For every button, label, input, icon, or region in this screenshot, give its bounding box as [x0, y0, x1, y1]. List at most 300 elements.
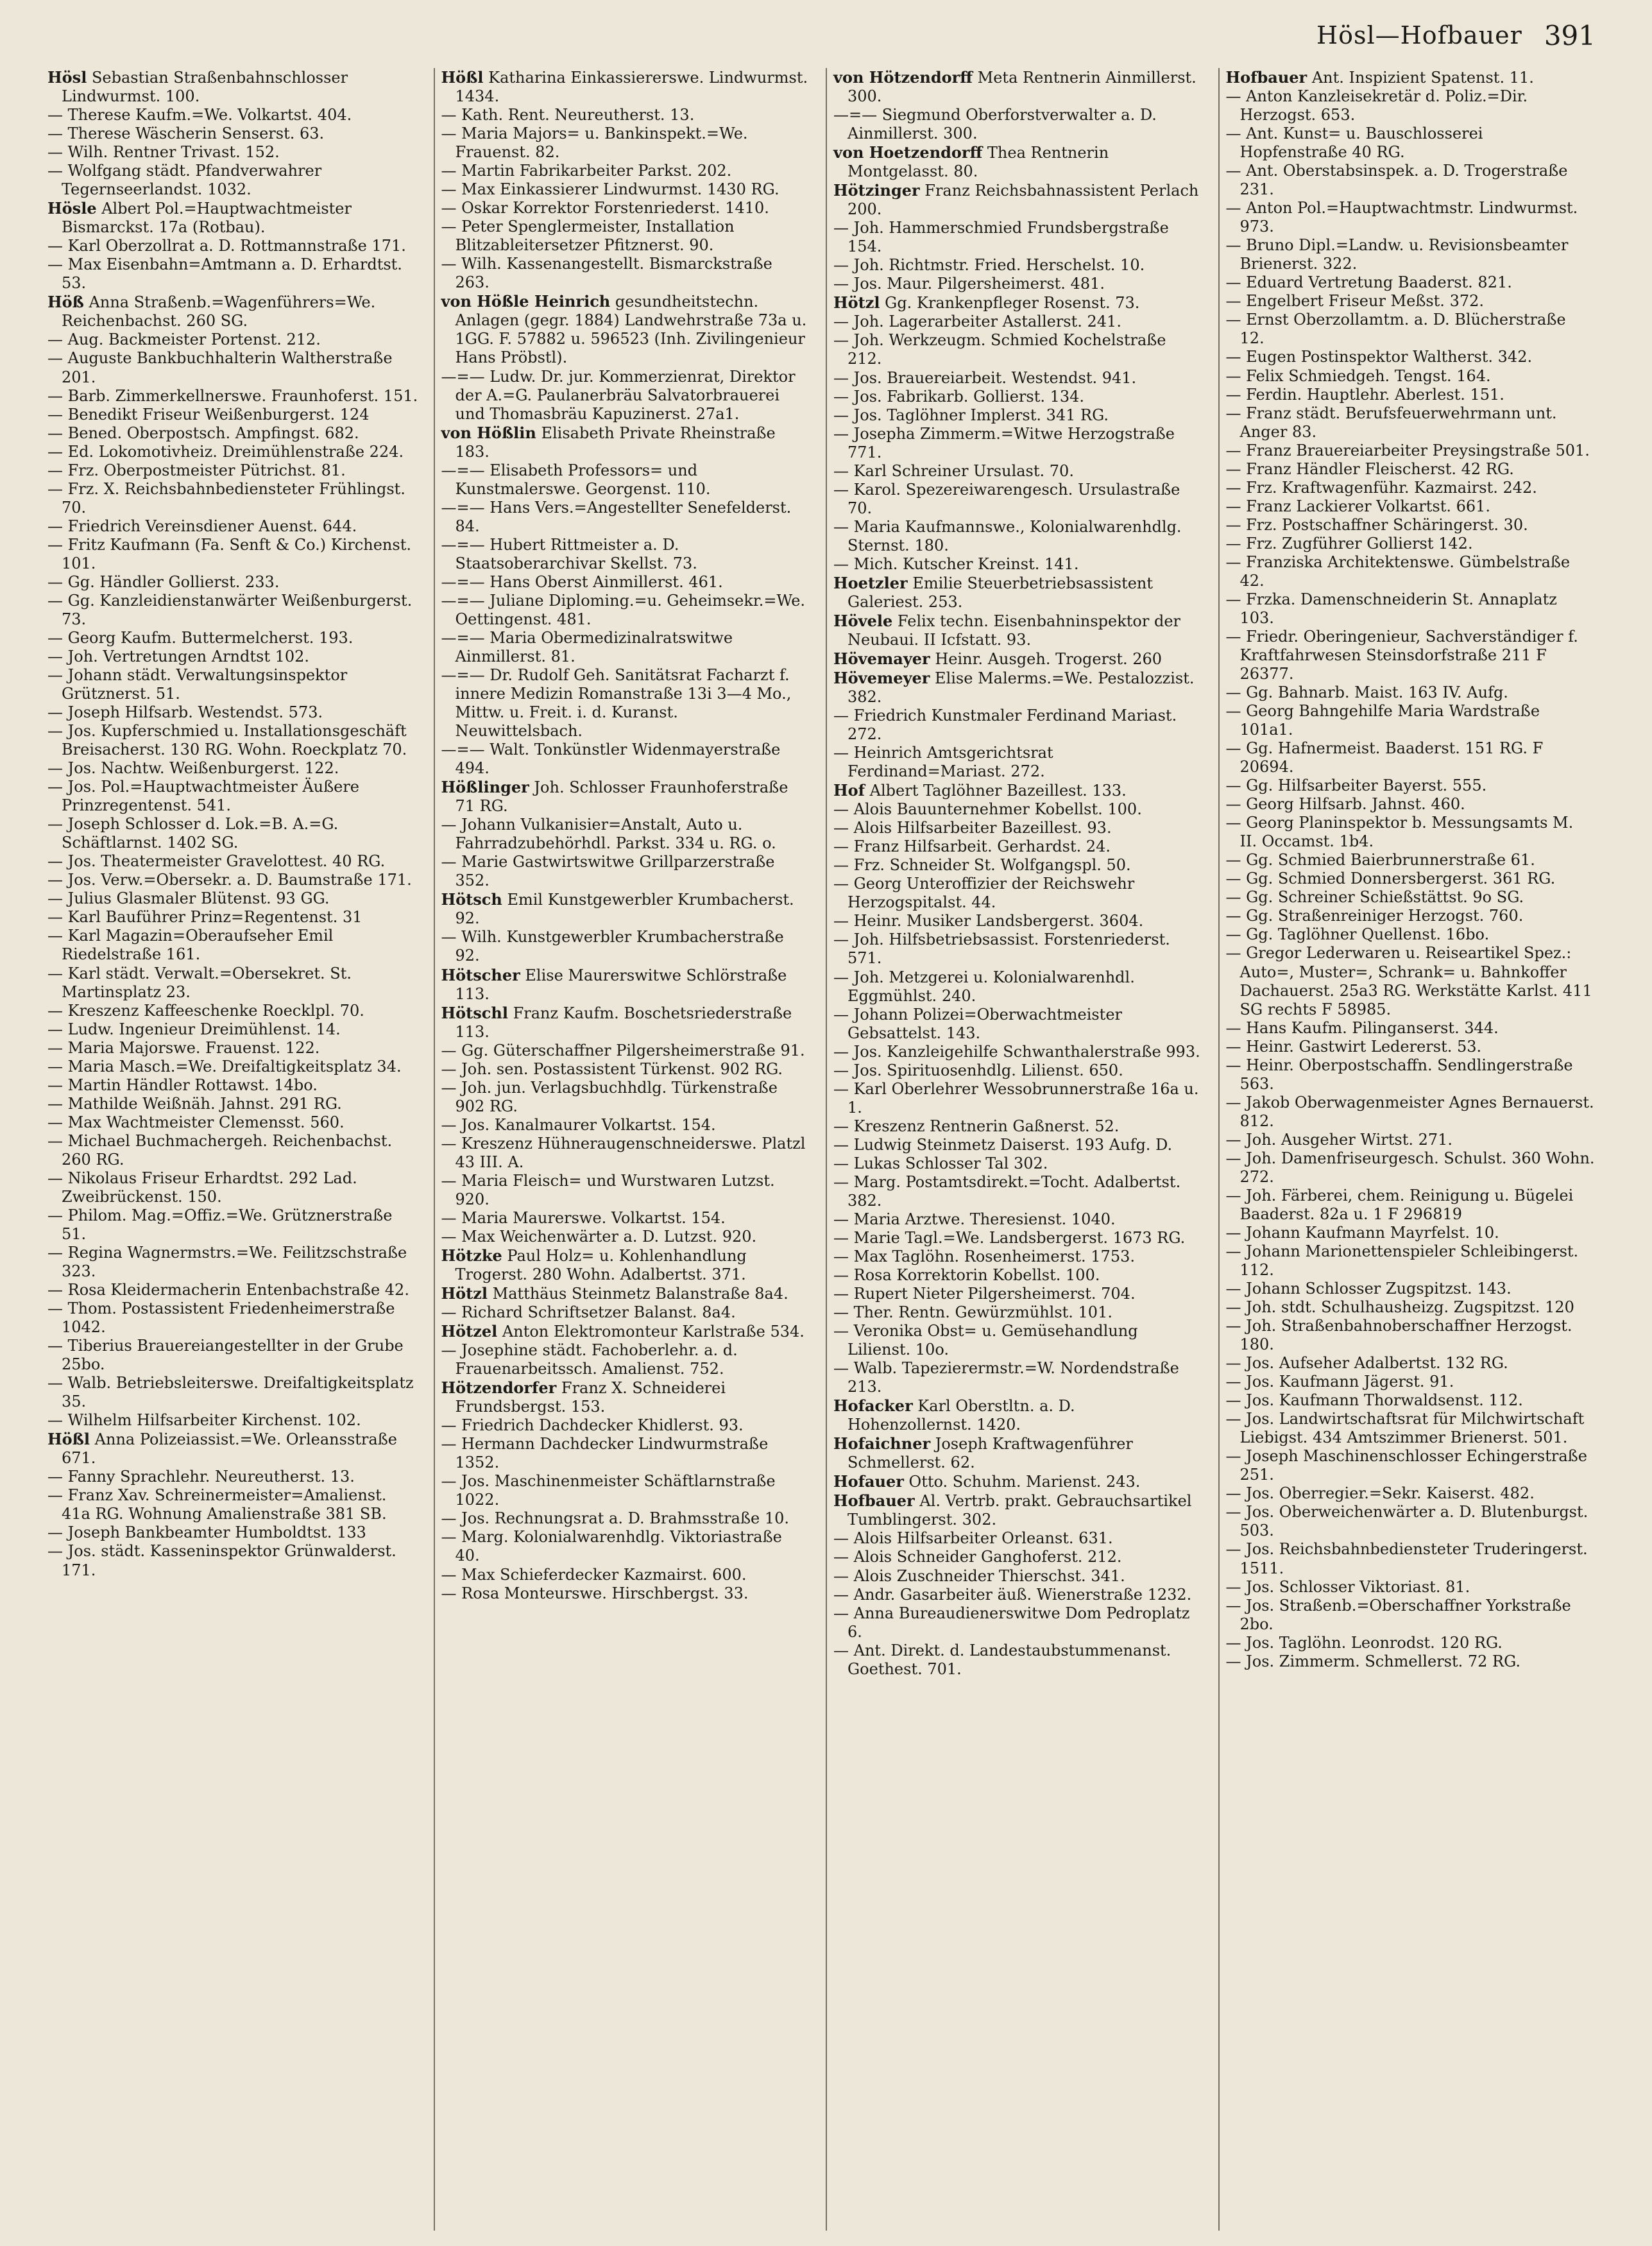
directory-entry [1226, 814, 1596, 851]
entry-surname: Hövemeyer [833, 669, 930, 687]
directory-entry [47, 1206, 418, 1244]
entry-text: — Anton Pol.=Hauptwachtmstr. Lindwurmst. 973. [1225, 199, 1578, 236]
directory-entry [1226, 1578, 1596, 1597]
entry-text: Franz Kaufm. Boschetsriederstraße 113. [455, 1004, 792, 1041]
entry-text: — Martin Händler Rottawst. 14bo. [47, 1076, 318, 1094]
directory-entry [1226, 479, 1596, 497]
directory-entry [47, 143, 418, 162]
entry-text: — Jos. Nachtw. Weißenburgerst. 122. [47, 759, 339, 778]
entry-text: — Joseph Bankbeamter Humboldtst. 133 [47, 1523, 366, 1542]
directory-entry [441, 1042, 811, 1060]
entry-text: — Therese Kaufm.=We. Volkartst. 404. [47, 106, 352, 124]
directory-entry [47, 293, 418, 330]
entry-text: — Marie Gastwirtswitwe Grillparzerstraße 352. [441, 853, 775, 890]
directory-entry [441, 1566, 811, 1584]
entry-text: — Ant. Direkt. d. Landestaubstummenanst. Goethest. 701. [833, 1641, 1171, 1678]
directory-entry [833, 106, 1203, 143]
directory-entry [47, 722, 418, 759]
entry-text: — Georg Kaufm. Buttermelcherst. 193. [47, 628, 353, 647]
entry-text: — Jos. Oberweichenwärter a. D. Blutenburgst. 503. [1225, 1503, 1588, 1540]
entry-text: — Rosa Kleidermacherin Entenbachstraße 42. [47, 1281, 409, 1299]
entry-text: — Karl Oberlehrer Wessobrunnerstraße 16a u. 1. [833, 1079, 1199, 1117]
directory-entry [47, 1076, 418, 1095]
directory-entry [47, 330, 418, 349]
directory-entry [1226, 1391, 1596, 1410]
entry-text: — Friedrich Kunstmaler Ferdinand Mariast. 272. [833, 707, 1177, 744]
directory-entry [1226, 1019, 1596, 1038]
directory-entry [1226, 795, 1596, 814]
directory-entry [47, 1374, 418, 1411]
entry-text: — Jos. Zimmerm. Schmellerst. 72 RG. [1225, 1652, 1521, 1670]
entry-text: — Alois Zuschneider Thierschst. 341. [833, 1566, 1125, 1585]
directory-entry [441, 1284, 811, 1303]
directory-entry [47, 647, 418, 666]
directory-entry [441, 180, 811, 199]
directory-entry [1226, 1224, 1596, 1242]
directory-entry [441, 68, 811, 106]
entry-text: — Georg Hilfsarb. Jahnst. 460. [1225, 795, 1465, 814]
directory-entry [833, 1604, 1203, 1642]
entry-text: — Gg. Schmied Baierbrunnerstraße 61. [1225, 851, 1535, 870]
directory-entry [47, 1486, 418, 1523]
directory-entry [441, 162, 811, 180]
directory-entry [441, 778, 811, 816]
entry-text: Otto. Schuhm. Marienst. 243. [903, 1473, 1141, 1491]
directory-entry [441, 928, 811, 965]
directory-entry [833, 1229, 1203, 1247]
directory-entry [47, 106, 418, 124]
directory-entry [1226, 1149, 1596, 1187]
directory-entry [441, 1472, 811, 1509]
entry-text: — Walb. Betriebsleiterswe. Dreifaltigkeitsplatz 35. [47, 1374, 414, 1411]
directory-entry [833, 425, 1203, 462]
entry-text: — Jos. Taglöhner Implerst. 341 RG. [833, 406, 1109, 424]
directory-entry [1226, 1503, 1596, 1540]
entry-text: — Jakob Oberwagenmeister Agnes Bernauerst. 812. [1225, 1093, 1594, 1130]
entry-text: — Georg Planinspektor b. Messungsamts M. II. Occamst. 1b4. [1225, 814, 1574, 851]
directory-entry [833, 1117, 1203, 1136]
directory-entry [1226, 907, 1596, 925]
directory-entry [47, 1169, 418, 1206]
entry-text: — Frz. Postschaffner Schäringerst. 30. [1225, 515, 1528, 534]
entry-text: — Franz Brauereiarbeiter Preysingstraße 501. [1225, 441, 1590, 459]
entry-surname: Hötschl [441, 1003, 508, 1022]
entry-text: — Tiberius Brauereiangestellter in der Grube 25bo. [47, 1337, 404, 1374]
entry-text: — Joh. Hilfsbetriebsassist. Forstenriederst. 571. [833, 930, 1170, 968]
entry-text: — Karl Bauführer Prinz=Regentenst. 31 [47, 908, 362, 927]
entry-text: — Andr. Gasarbeiter äuß. Wienerstraße 1232. [833, 1585, 1192, 1604]
entry-text: gesundheitstechn. Anlagen (gegr. 1884) Landwehrstraße 73a u. 1GG. F. 57882 u. 596523 (Inh. Zivilingenieur Hans Pröbstl). [455, 293, 807, 367]
directory-entry [1226, 497, 1596, 516]
directory-entry [441, 1341, 811, 1378]
directory-entry [833, 462, 1203, 481]
entry-text: — Alois Bauunternehmer Kobellst. 100. [833, 800, 1142, 819]
directory-entry [833, 968, 1203, 1006]
entry-text: Meta Rentnerin Ainmillerst. 300. [847, 69, 1196, 106]
entry-text: — Eduard Vertretung Baaderst. 821. [1225, 273, 1512, 292]
directory-entry [47, 573, 418, 592]
entry-surname: Hof [833, 781, 865, 800]
entry-text: — Maria Majorswe. Frauenst. 122. [47, 1038, 320, 1057]
entry-text: Felix techn. Eisenbahninspektor der Neubaui. II Icfstatt. 93. [847, 612, 1180, 649]
entry-text: — Johann Schlosser Zugspitzst. 143. [1225, 1280, 1511, 1298]
directory-entry [441, 853, 811, 890]
directory-entry [1226, 870, 1596, 888]
directory-entry [833, 1210, 1203, 1229]
entry-text: — Joseph Schlosser d. Lok.=B. A.=G. Schäftlarnst. 1402 SG. [47, 815, 339, 852]
directory-entry [833, 1006, 1203, 1043]
entry-text: — Marg. Kolonialwarenhdlg. Viktoriastraße 40. [441, 1528, 782, 1565]
entry-text: Gg. Krankenpfleger Rosenst. 73. [880, 294, 1140, 313]
entry-text: — Gg. Schreiner Schießstättst. 9o SG. [1225, 888, 1524, 907]
entry-text: — Jos. Verw.=Obersekr. a. D. Baumstraße 171. [47, 871, 412, 889]
entry-text: — Heinr. Musiker Landsbergerst. 3604. [833, 912, 1144, 930]
entry-text: Joh. Schlosser Fraunhoferstraße 71 RG. [455, 778, 788, 816]
entry-text: Matthäus Steinmetz Balanstraße 8a4. [488, 1285, 788, 1303]
entry-text: — Alois Schneider Ganghoferst. 212. [833, 1548, 1122, 1566]
directory-entry [833, 275, 1203, 293]
directory-entry [47, 1299, 418, 1337]
entry-text: —=— Juliane Diploming.=u. Geheimsekr.=We. Oettingenst. 481. [441, 591, 806, 628]
entry-text: — Joh. sen. Postassistent Türkenst. 902 RG. [441, 1059, 783, 1078]
entry-text: — Ant. Kunst= u. Bauschlosserei Hopfenstraße 40 RG. [1225, 124, 1483, 162]
directory-entry [441, 816, 811, 853]
entry-text: — Lukas Schlosser Tal 302. [833, 1154, 1048, 1172]
directory-entry [441, 368, 811, 424]
entry-text: — Joh. jun. Verlagsbuchhdlg. Türkenstraße 902 RG. [441, 1078, 778, 1115]
entry-text: — Karl Magazin=Oberaufseher Emil Riedelstraße 161. [47, 927, 334, 964]
entry-text: — Gg. Güterschaffner Pilgersheimerstraße 91. [441, 1041, 805, 1059]
directory-entry [47, 124, 418, 143]
entry-text: Heinr. Ausgeh. Trogerst. 260 [930, 649, 1162, 668]
entry-surname: Hötzke [441, 1246, 502, 1265]
directory-entry [833, 1359, 1203, 1396]
directory-entry [833, 1434, 1203, 1472]
entry-text: — Joseph Hilfsarb. Westendst. 573. [47, 703, 323, 722]
entry-text: — Joh. Richtmstr. Fried. Herschelst. 10. [833, 256, 1145, 275]
directory-entry [1226, 1373, 1596, 1391]
directory-entry [833, 1285, 1203, 1303]
directory-entry [833, 612, 1203, 649]
entry-text: — Franz Xav. Schreinermeister=Amalienst. 41a RG. Wohnung Amalienstraße 381 SB. [47, 1486, 387, 1523]
directory-entry [47, 68, 418, 106]
entry-text: — Kreszenz Hühneraugenschneiderswe. Platzl 43 III. A. [441, 1134, 806, 1171]
page-header [38, 13, 1596, 58]
directory-entry [833, 68, 1203, 106]
entry-text: — Heinrich Amtsgerichtsrat Ferdinand=Mariast. 272. [833, 744, 1053, 781]
directory-entry [833, 518, 1203, 555]
directory-entry [47, 1411, 418, 1430]
directory-entry [47, 443, 418, 461]
directory-entry [1226, 1131, 1596, 1149]
directory-entry [833, 1303, 1203, 1322]
directory-entry [1226, 1540, 1596, 1577]
entry-text: — Joseph Maschinenschlosser Echingerstraße 251. [1225, 1447, 1587, 1484]
entry-text: — Ther. Rentn. Gewürzmühlst. 101. [833, 1303, 1112, 1322]
entry-text: — Jos. Spirituosenhdlg. Lilienst. 650. [833, 1061, 1123, 1079]
directory-entry [47, 1244, 418, 1281]
entry-surname: Hofbauer [833, 1491, 915, 1511]
directory-entry [1226, 888, 1596, 907]
entry-text: — Joh. Hammerschmied Frundsbergstraße 154. [833, 219, 1169, 256]
directory-entry [441, 1378, 811, 1416]
directory-entry [47, 1542, 418, 1579]
entry-text: — Hermann Dachdecker Lindwurmstraße 1352. [441, 1435, 769, 1472]
directory-entry [441, 1416, 811, 1435]
directory-entry [47, 1281, 418, 1299]
directory-entry [1226, 1298, 1596, 1317]
directory-entry [47, 1095, 418, 1113]
directory-entry [47, 1132, 418, 1169]
directory-entry [441, 1079, 811, 1116]
directory-entry [47, 1039, 418, 1058]
entry-text: — Ludwig Steinmetz Daiserst. 193 Aufg. D. [833, 1135, 1173, 1154]
entry-text: Anton Elektromonteur Karlstraße 534. [497, 1323, 805, 1341]
entry-text: — Joh. Damenfriseurgesch. Schulst. 360 Wohn. 272. [1225, 1149, 1595, 1186]
directory-entry [1226, 1410, 1596, 1447]
entry-text: — Jos. Landwirtschaftsrat für Milchwirtschaft Liebigst. 434 Amtszimmer Brienerst. 501. [1225, 1410, 1585, 1447]
entry-surname: Hötzl [833, 293, 880, 313]
entry-text: — Karl Schreiner Ursulast. 70. [833, 461, 1074, 480]
directory-columns [41, 68, 1601, 2231]
directory-entry [1226, 273, 1596, 292]
entry-surname: Hößlinger [441, 778, 529, 797]
entry-text: Katharina Einkassiererswe. Lindwurmst. 1434. [455, 69, 808, 106]
column-3 [826, 68, 1209, 2231]
entry-text: — Joh. Färberei, chem. Reinigung u. Bügelei Baaderst. 82a u. 1 F 296819 [1225, 1186, 1574, 1223]
entry-text: — Jos. Aufseher Adalbertst. 132 RG. [1225, 1354, 1508, 1373]
entry-text: — Joh. stdt. Schulhausheizg. Zugspitzst. 120 [1225, 1298, 1574, 1317]
entry-text: — Jos. städt. Kasseninspektor Grünwalderst. 171. [47, 1542, 396, 1579]
directory-entry [1226, 1634, 1596, 1652]
directory-entry [441, 106, 811, 124]
directory-entry [1226, 1447, 1596, 1484]
directory-entry [47, 703, 418, 722]
directory-entry [47, 424, 418, 443]
directory-entry [441, 890, 811, 928]
entry-text: Paul Holz= u. Kohlenhandlung Trogerst. 280 Wohn. Adalbertst. 371. [455, 1246, 747, 1283]
entry-text: — Ludw. Ingenieur Dreimühlenst. 14. [47, 1020, 341, 1038]
directory-entry [1226, 590, 1596, 628]
directory-entry [47, 199, 418, 237]
directory-entry [47, 1002, 418, 1020]
directory-entry [833, 1043, 1203, 1061]
entry-text: Franz Reichsbahnassistent Perlach 200. [847, 182, 1199, 219]
entry-text: — Anton Kanzleisekretär d. Poliz.=Dir. Herzogst. 653. [1225, 87, 1528, 124]
directory-entry [441, 741, 811, 778]
directory-entry [47, 1523, 418, 1542]
entry-text: Sebastian Straßenbahnschlosser Lindwurmst. 100. [62, 69, 348, 106]
directory-entry [833, 707, 1203, 744]
directory-entry [441, 1528, 811, 1565]
entry-text: — Ant. Oberstabsinspek. a. D. Trogerstraße 231. [1225, 162, 1568, 199]
entry-text: — Gg. Straßenreiniger Herzogst. 760. [1225, 907, 1524, 925]
entry-text: — Philom. Mag.=Offiz.=We. Grütznerstraße 51. [47, 1206, 393, 1243]
directory-entry [441, 292, 811, 367]
entry-surname: Hofbauer [1225, 68, 1307, 87]
directory-entry [833, 1491, 1203, 1529]
directory-entry [833, 481, 1203, 518]
entry-text: — Gg. Schmied Donnersbergerst. 361 RG. [1225, 870, 1556, 888]
directory-entry [47, 964, 418, 1002]
entry-text: — Jos. Kaufmann Thorwaldsenst. 112. [1225, 1391, 1523, 1410]
directory-entry [1226, 739, 1596, 776]
entry-text: — Jos. Rechnungsrat a. D. Brahmsstraße 10. [441, 1509, 789, 1528]
entry-text: — Karl Oberzollrat a. D. Rottmannstraße 171. [47, 237, 406, 255]
directory-entry [1226, 1484, 1596, 1503]
entry-text: — Maria Fleisch= und Wurstwaren Lutzst. 920. [441, 1171, 775, 1208]
entry-text: — Jos. Kanalmaurer Volkartst. 154. [441, 1115, 716, 1134]
entry-text: —=— Elisabeth Professors= und Kunstmalerswe. Georgenst. 110. [441, 461, 711, 498]
directory-entry [441, 1172, 811, 1209]
entry-surname: Hötzendorfer [441, 1378, 557, 1398]
entry-surname: von Hößle Heinrich [441, 292, 611, 311]
entry-text: — Fanny Sprachlehr. Neureutherst. 13. [47, 1468, 355, 1486]
entry-text: — Heinr. Gastwirt Ledererst. 53. [1225, 1037, 1482, 1056]
directory-entry [833, 875, 1203, 912]
directory-entry [1226, 441, 1596, 460]
entry-text: — Max Eisenbahn=Amtmann a. D. Erhardtst. 53. [47, 255, 402, 293]
entry-text: — Bruno Dipl.=Landw. u. Revisionsbeamter Brienerst. 322. [1225, 236, 1569, 273]
entry-text: — Franziska Architektenswe. Gümbelstraße 42. [1225, 553, 1571, 590]
entry-text: — Rupert Nieter Pilgersheimerst. 704. [833, 1285, 1136, 1303]
directory-entry [1226, 944, 1596, 1018]
directory-entry [441, 1116, 811, 1135]
entry-text: — Frz. Zugführer Gollierst 142. [1225, 534, 1473, 553]
entry-text: — Joh. Straßenbahnoberschaffner Herzogst. 180. [1225, 1317, 1572, 1354]
entry-text: — Jos. Brauereiarbeit. Westendst. 941. [833, 368, 1137, 387]
directory-entry [47, 852, 418, 871]
entry-text: — Max Wachtmeister Clemensst. 560. [47, 1113, 345, 1131]
entry-text: Ant. Inspizient Spatenst. 11. [1307, 69, 1534, 87]
entry-text: — Jos. Maur. Pilgersheimerst. 481. [833, 275, 1105, 293]
entry-text: — Jos. Kaufmann Jägerst. 91. [1225, 1373, 1454, 1391]
entry-text: — Friedr. Oberingenieur, Sachverständiger f. Kraftfahrwesen Steinsdorfstraße 211 F 26377. [1225, 627, 1578, 683]
entry-text: — Maria Majors= u. Bankinspekt.=We. Frauenst. 82. [441, 124, 748, 162]
entry-surname: von Hoetzendorff [833, 143, 983, 162]
directory-entry [833, 1061, 1203, 1080]
entry-text: — Alois Hilfsarbeiter Orleanst. 631. [833, 1529, 1113, 1548]
entry-text: — Mich. Kutscher Kreinst. 141. [833, 554, 1079, 573]
page-number: 391 [1544, 19, 1596, 51]
entry-text: — Joh. Werkzeugm. Schmied Kochelstraße 212. [833, 331, 1166, 368]
entry-text: — Joh. Lagerarbeiter Astallerst. 241. [833, 313, 1121, 331]
entry-text: Emil Kunstgewerbler Krumbacherst. 92. [455, 891, 794, 928]
entry-text: — Walb. Tapezierermstr.=W. Nordendstraße 213. [833, 1359, 1179, 1396]
entry-text: — Gg. Kanzleidienstanwärter Weißenburgerst. 73. [47, 591, 413, 628]
directory-entry [833, 856, 1203, 875]
entry-text: — Jos. Schlosser Viktoriast. 81. [1225, 1577, 1470, 1596]
directory-entry [1226, 628, 1596, 683]
directory-entry [1226, 292, 1596, 311]
entry-text: — Gg. Taglöhner Quellenst. 16bo. [1225, 925, 1490, 944]
entry-text: Karl Oberstltn. a. D. Hohenzollernst. 1420. [847, 1397, 1075, 1434]
entry-text: —=— Hubert Rittmeister a. D. Staatsoberarchivar Skellst. 73. [441, 535, 697, 572]
directory-entry [47, 237, 418, 255]
entry-text: — Franz städt. Berufsfeuerwehrmann unt. Anger 83. [1225, 404, 1557, 441]
entry-text: — Jos. Maschinenmeister Schäftlarnstraße 1022. [441, 1472, 776, 1509]
directory-entry [47, 349, 418, 386]
directory-entry [441, 573, 811, 592]
directory-entry [1226, 386, 1596, 404]
entry-text: — Jos. Reichsbahnbediensteter Truderingerst. 1511. [1225, 1540, 1588, 1577]
entry-text: — Anna Bureaudienerswitwe Dom Pedroplatz 6. [833, 1604, 1190, 1641]
directory-entry [441, 199, 811, 218]
directory-entry [47, 406, 418, 424]
entry-text: — Veronika Obst= u. Gemüsehandlung Lilienst. 10o. [833, 1322, 1138, 1359]
directory-entry [1226, 68, 1596, 87]
directory-entry [833, 313, 1203, 331]
directory-entry [833, 930, 1203, 968]
directory-entry [47, 480, 418, 517]
directory-entry [833, 1136, 1203, 1154]
entry-text: — Maria Arztwe. Theresienst. 1040. [833, 1210, 1116, 1228]
directory-entry [441, 629, 811, 666]
entry-text: — Gregor Lederwaren u. Reiseartikel Spez.: Auto=, Muster=, Schrank= u. Bahnkoffer Dachauerst. 25a3 RG. Werkstätte Karlst. 411 SG rechts F 58985. [1225, 944, 1592, 1018]
entry-text: —=— Walt. Tonkünstler Widenmayerstraße 494. [441, 741, 781, 778]
entry-surname: Hötscher [441, 965, 520, 984]
entry-text: Al. Vertrb. prakt. Gebrauchsartikel Tumblingerst. 302. [847, 1492, 1192, 1529]
directory-entry [833, 837, 1203, 856]
directory-entry [441, 424, 811, 461]
entry-text: — Felix Schmiedgeh. Tengst. 164. [1225, 366, 1491, 385]
entry-text: — Friedrich Vereinsdiener Auenst. 644. [47, 517, 357, 535]
entry-text: —=— Siegmund Oberforstverwalter a. D. Ainmillerst. 300. [833, 106, 1157, 143]
entry-text: — Oskar Korrektor Forstenriederst. 1410. [441, 199, 769, 218]
entry-text: — Franz Lackierer Volkartst. 661. [1225, 497, 1491, 515]
entry-text: — Max Einkassierer Lindwurmst. 1430 RG. [441, 180, 779, 199]
entry-text: —=— Dr. Rudolf Geh. Sanitätsrat Facharzt f. innere Medizin Romanstraße 13i 3—4 Mo., Mittw. u. Freit. i. d. Kuranst. Neuwittelsbach. [441, 666, 792, 741]
directory-entry [1226, 460, 1596, 479]
directory-entry [47, 629, 418, 647]
entry-text: — Marie Tagl.=We. Landsbergerst. 1673 RG. [833, 1228, 1186, 1247]
entry-text: — Joh. Ausgeher Wirtst. 271. [1225, 1130, 1453, 1149]
entry-text: —=— Hans Oberst Ainmillerst. 461. [441, 572, 723, 591]
directory-entry [47, 255, 418, 293]
entry-text: — Kreszenz Rentnerin Gaßnerst. 52. [833, 1117, 1120, 1135]
directory-entry [47, 759, 418, 778]
directory-entry [1226, 124, 1596, 162]
directory-entry [1226, 535, 1596, 553]
entry-text: — Regina Wagnermstrs.=We. Feilitzschstraße 323. [47, 1243, 407, 1280]
directory-entry [833, 219, 1203, 256]
directory-entry [1226, 776, 1596, 795]
directory-entry [833, 1154, 1203, 1173]
directory-entry [1226, 1317, 1596, 1354]
entry-text: —=— Hans Vers.=Angestellter Senefelderst. 84. [441, 498, 792, 535]
entry-text: — Johann Marionettenspieler Schleibingerst. 112. [1225, 1242, 1579, 1279]
directory-entry [1226, 1038, 1596, 1056]
entry-text: — Georg Bahngehilfe Maria Wardstraße 101a1. [1225, 702, 1540, 739]
entry-text: — Peter Spenglermeister, Installation Blitzableitersetzer Pfitznerst. 90. [441, 218, 735, 255]
entry-surname: Hövemayer [833, 649, 930, 668]
page-range-heading: Hösl—Hofbauer [1316, 21, 1522, 49]
entry-text: — Thom. Postassistent Friedenheimerstraße 1042. [47, 1299, 395, 1337]
entry-text: — Johann Kaufmann Mayrfelst. 10. [1225, 1223, 1499, 1242]
directory-entry [47, 1430, 418, 1468]
directory-entry [833, 1080, 1203, 1117]
entry-surname: Hösle [47, 199, 97, 218]
directory-entry [47, 387, 418, 406]
entry-text: — Eugen Postinspektor Waltherst. 342. [1225, 348, 1533, 366]
entry-surname: Hötzinger [833, 181, 920, 200]
directory-entry [1226, 1354, 1596, 1373]
directory-entry [1226, 1093, 1596, 1131]
entry-text: — Jos. Pol.=Hauptwachtmeister Äußere Prinzregentenst. 541. [47, 778, 360, 815]
entry-text: — Frz. Schneider St. Wolfgangspl. 50. [833, 856, 1131, 875]
entry-text: — Wilh. Kassenangestellt. Bismarckstraße 263. [441, 255, 772, 292]
directory-entry [833, 1396, 1203, 1434]
